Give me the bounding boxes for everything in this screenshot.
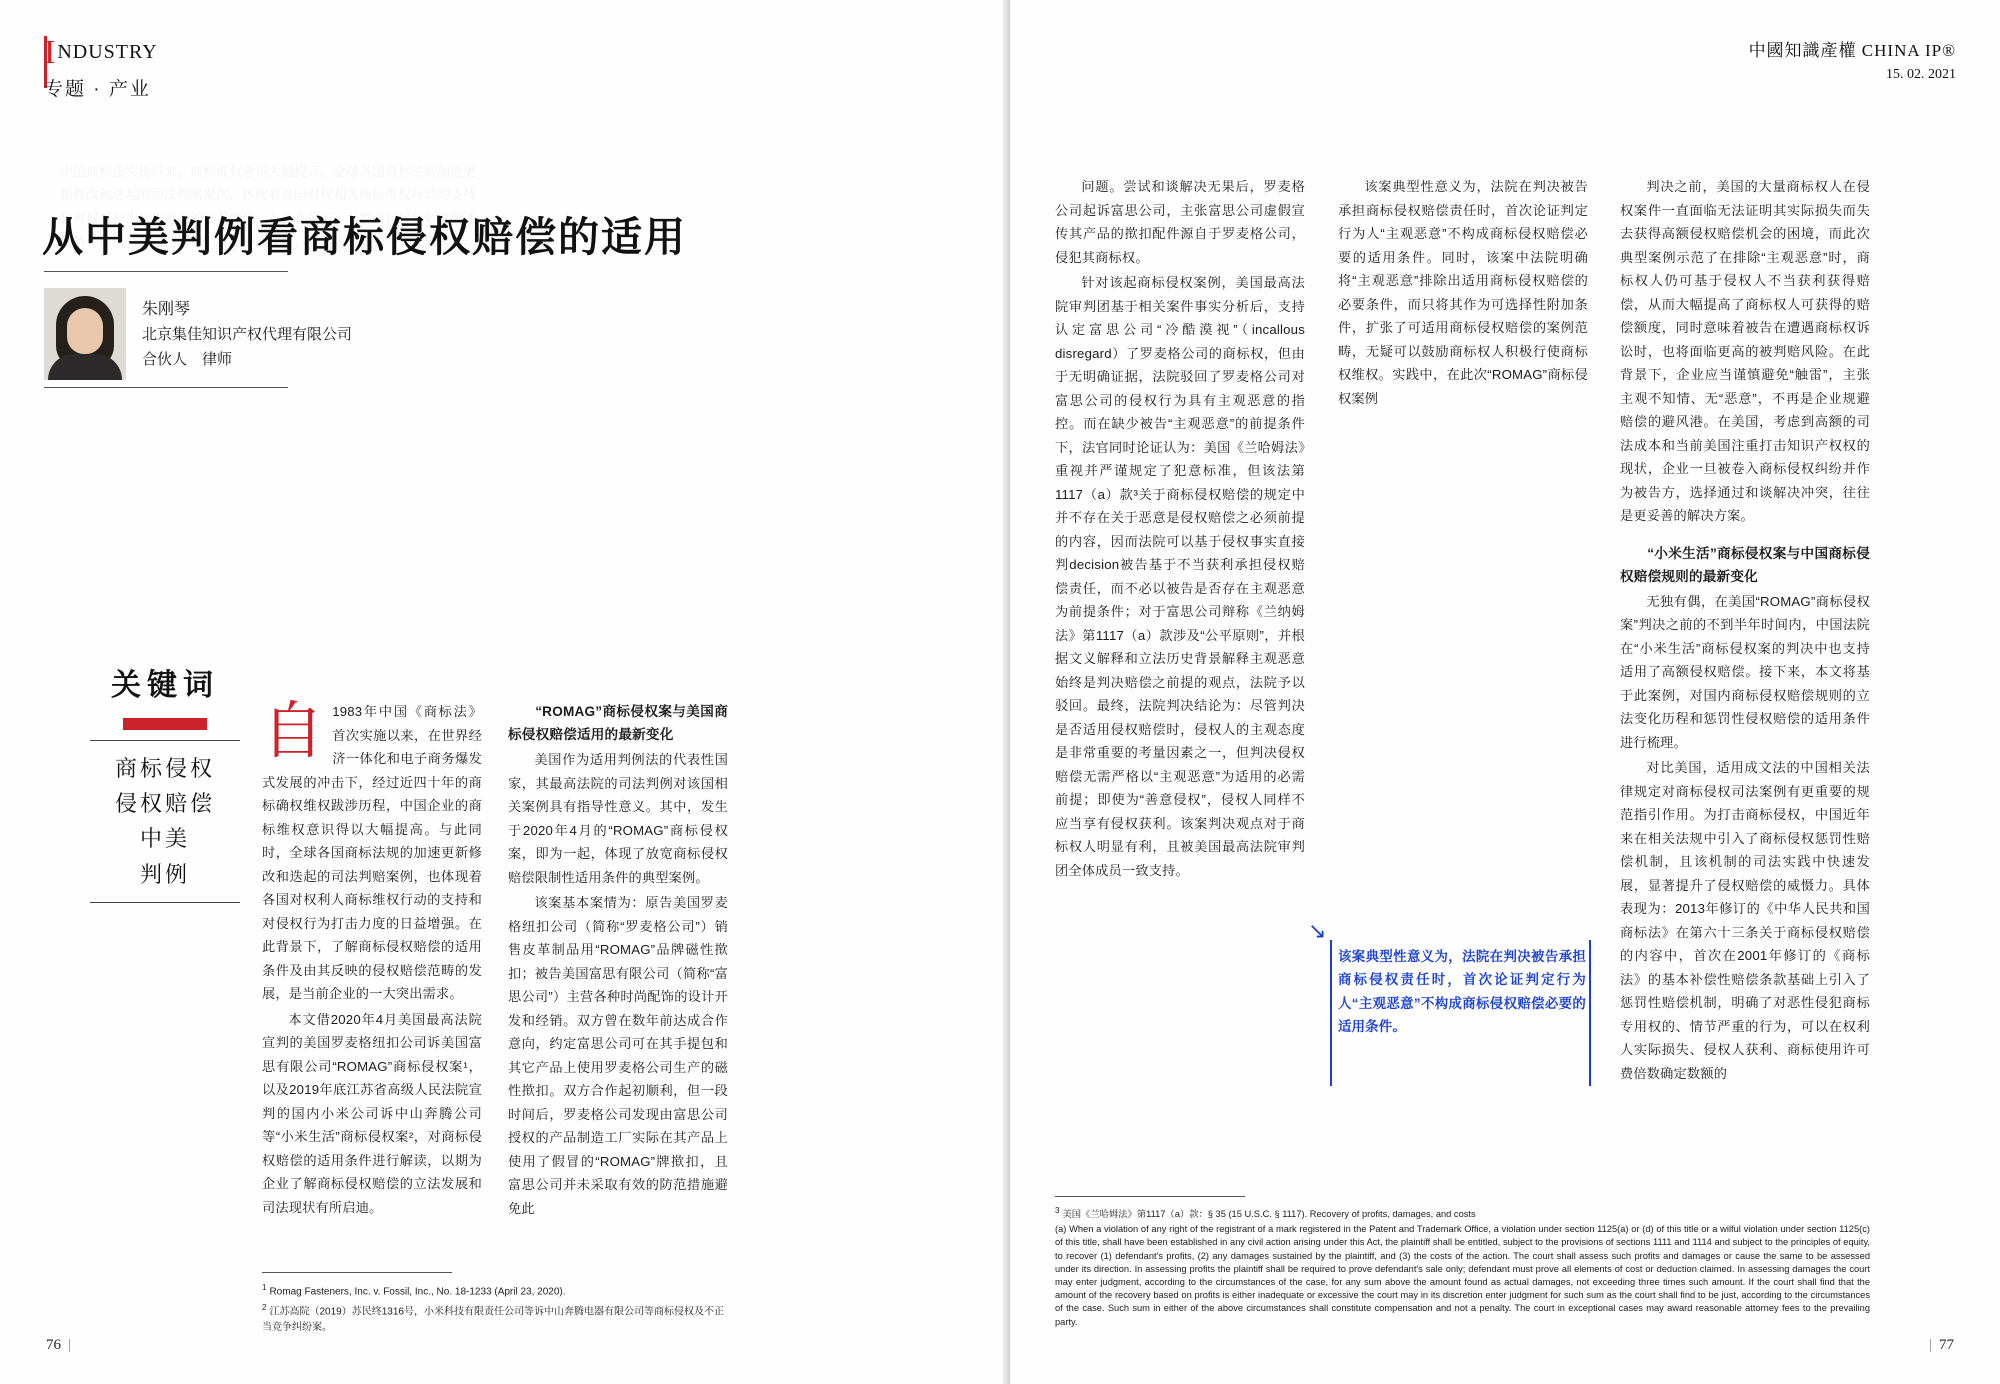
avatar-face bbox=[67, 308, 103, 354]
author-name: 朱刚琴 bbox=[142, 301, 191, 318]
footnote-item bbox=[262, 1282, 732, 1300]
section-header bbox=[44, 34, 274, 101]
keyword-item: 侵权赔偿 bbox=[114, 791, 215, 817]
section-label-en bbox=[44, 34, 274, 71]
page-number-value: 76 bbox=[46, 1337, 61, 1353]
body-paragraph: 本文借2020年4月美国最高法院宣判的美国罗麦格纽扣公司诉美国富思有限公司“ROMAG”商标侵权案¹，以及2019年底江苏省高级人民法院宣判的国内小米公司诉中山奔腾公司等“小米生活”商标侵权案²，对商标侵权赔偿的适用条件进行解读，以期为企业了解商标侵权赔偿的立法发展和司法现状有所启迪。 bbox=[262, 1011, 482, 1215]
folio-divider: | bbox=[1928, 1337, 1932, 1353]
body-paragraph: 无独有偶，在美国“ROMAG”商标侵权案”判决之前的不到半年时间内，中国法院在“小米生活”商标侵权案的判决中也支持适用了高额侵权赔偿。接下来，本文将基于此案例，对国内商标侵权赔偿规则的立法变化历程和惩罚性侵权赔偿的适用条件进行梳理。 bbox=[1620, 593, 1870, 750]
keyword-item: 判例 bbox=[139, 861, 190, 887]
section-label-cn: 专题 · 产业 bbox=[44, 78, 151, 100]
section-dropcap-i: I bbox=[44, 34, 57, 71]
keyword-heading: 关键词 bbox=[111, 669, 219, 702]
keyword-box bbox=[70, 660, 260, 903]
footnote-number: 1 bbox=[262, 1283, 267, 1292]
author-rule-top bbox=[44, 271, 288, 272]
avatar-body bbox=[48, 354, 122, 380]
footnote-head-text: 美国《兰哈姆法》第1117（a）款：§ 35 (15 U.S.C. § 1117). Recovery of profits, damages, and costs bbox=[1062, 1209, 1476, 1220]
footnote-text: Romag Fasteners, Inc. v. Fossil, Inc., No. 18-1233 (April 23, 2020). bbox=[269, 1286, 566, 1298]
footnote-body-text: (a) When a violation of any right of the registrant of a mark registered in the Patent and Trademark Office, a violation under section 1125(a) or (d) of this title or a wilful violation under section 1125(c) of this title, shall have been established in any civil action arising under this Act, the plaintiff shall be entitled, subject to the provisions of sections 1111 and 1114 and subject to the principles of equity, to recover (1) defendant's profits, (2) any damages sustained by the plaintiff, and (3) the costs of the action. The court shall assess such profits and damages or cause the same to be assessed under its direction. In assessing profits the plaintiff shall be required to prove defendant's sale only; defendant must prove all elements of cost or deduction claimed. In assessing damages the court may enter judgment, according to the circumstances of the case, for any sum above the amount found as actual damages, not exceeding three times such amount. If the court shall find that the amount of the recovery based on profits is either inadequate or excessive the court may in its discretion enter judgment for such sum as the court shall find to be just, according to the circumstances of the case. Such sum in either of the above circumstances shall constitute compensation and not a penalty. The court in exceptional cases may award reasonable attorney fees to the prevailing party. bbox=[1055, 1224, 1870, 1327]
body-column-5 bbox=[1620, 175, 1870, 1087]
footnote-item bbox=[1055, 1205, 1870, 1221]
body-paragraph: 判决之前，美国的大量商标权人在侵权案件一直面临无法证明其实际损失而失去获得高额侵权赔偿机会的困境，而此次典型案例示范了在排除“主观恶意”时，商标权人仍可基于侵权人不当获利获得赔偿，从而大幅提高了商标权人可获得的赔偿额度，同时意味着被告在遭遇商标权诉讼时，也将面临更高的被判赔风险。在此背景下，企业应当谨慎避免“触雷”，主张主观不知情、无“恶意”，不再是企业规避赔偿的避风港。在美国，考虑到高额的司法成本和当前美国注重打击知识产权权的现状，企业一旦被卷入商标侵权纠纷并作为被告方，选择通过和谈解决冲突，往往是更妥善的解决方案。 bbox=[1620, 179, 1870, 523]
body-column-1 bbox=[262, 700, 482, 1221]
body-paragraph: 该案典型性意义为，法院在判决被告承担商标侵权赔偿责任时，首次论证判定行为人“主观恶意”不构成商标侵权赔偿必要的适用条件。同时，该案中法院明确将“主观恶意”排除出适用商标侵权赔偿的必要条件，而只将其作为可选择性附加条件，扩张了可适用商标侵权赔偿的案例范畴，无疑可以鼓励商标权人积极行使商标权维权。实践中，在此次“ROMAG”商标侵权案例 bbox=[1338, 179, 1588, 406]
footnote-number: 2 bbox=[262, 1302, 267, 1312]
page-number-value: 77 bbox=[1939, 1337, 1954, 1353]
keyword-red-bar bbox=[123, 718, 207, 730]
folio-divider: | bbox=[68, 1337, 72, 1353]
body-column-3 bbox=[1055, 175, 1305, 884]
author-org: 北京集佳知识产权代理有限公司 bbox=[142, 326, 353, 344]
body-paragraph: 该案基本案情为：原告美国罗麦格纽扣公司（简称“罗麦格公司”）销售皮革制品用“ROMAG”品牌磁性揿扣；被告美国富思有限公司（简称“富思公司”）主营各种时尚配饰的设计开发和经销。双方曾在数年前达成合作意向，约定富思公司可在其手提包和其它产品上使用罗麦格公司生产的磁性揿扣。双方合作起初顺利，但一段时间后，罗麦格公司发现由富思公司授权的产品制造工厂实际在其产品上使用了假冒的“ROMAG”牌揿扣，且富思公司并未采取有效的防范措施避免此 bbox=[508, 895, 728, 1216]
footnotes-left bbox=[262, 1282, 732, 1337]
body-paragraph-text: 1983年中国《商标法》首次实施以来，在世界经济一体化和电子商务爆发式发展的冲击下，经过近四十年的商标确权维权跋涉历程，中国企业的商标维权意识得以大幅提高。与此同时，全球各国商标法规的加速更新修改和迭起的司法判赔案例，也体现着各国对权利人商标维权行动的支持和对侵权行为打击力度的日益增强。在此背景下，了解商标侵权赔偿的适用条件及由其反映的侵权赔偿范畴的发展，是当前企业的一大突出需求。 bbox=[262, 704, 482, 1001]
page-number-right bbox=[1922, 1337, 1954, 1354]
body-column-4 bbox=[1338, 175, 1588, 412]
pullquote-arrow-icon: ↘ bbox=[1308, 918, 1327, 943]
pullquote-rule-right bbox=[1589, 940, 1591, 1086]
keyword-rule-top bbox=[90, 740, 240, 741]
footnote-number: 3 bbox=[1055, 1206, 1060, 1215]
pullquote-rule-left bbox=[1330, 940, 1332, 1086]
section-subhead: “小米生活”商标侵权案与中国商标侵权赔偿规则的最新变化 bbox=[1620, 545, 1870, 584]
keyword-list bbox=[70, 751, 260, 892]
author-meta bbox=[142, 297, 352, 373]
avatar bbox=[44, 288, 126, 380]
masthead-date: 15. 02. 2021 bbox=[1886, 67, 1956, 82]
body-paragraph: 对比美国，适用成文法的中国相关法律规定对商标侵权司法案例有更重要的规范指引作用。为打击商标侵权，中国近年来在相关法规中引入了商标侵权惩罚性赔偿机制，且该机制的司法实践中快速发展，显著提升了侵权赔偿的威慑力。具体表现为：2013年修订的《中华人民共和国商标法》在第六十三条关于商标侵权赔偿的内容中，首次在2001年修订的《商标法》的基本补偿性赔偿条款基础上引入了惩罚性赔偿机制，明确了对恶性侵犯商标专用权的、情节严重的行为，可以在权利人实际损失、侵权人获利、商标使用许可费倍数确定数额的 bbox=[1620, 760, 1870, 1081]
body-paragraph: 针对该起商标侵权案例，美国最高法院审判团基于相关案件事实分析后，支持认定富思公司“冷酷漠视”（incallous disregard）了罗麦格公司的商标权，但由于无明确证据，法院驳回了罗麦格公司对富思公司的侵权行为具有主观恶意的指控。而在缺少被告“主观恶意”的前提条件下，法官同时论证认为：美国《兰哈姆法》重视并严谨规定了犯意标准，但该法第1117（a）款³关于商标侵权赔偿的规定中并不存在关于恶意是侵权赔偿之必须前提的内容，因而法院可以基于侵权事实直接判decision被告基于不当获利承担侵权赔偿责任，而不必以被告是否存在主观恶意为前提条件；对于富思公司辩称《兰纳姆法》第1117（a）款涉及“公平原则”，并根据文义解释和立法历史背景解释主观恶意始终是判决赔偿之前提的观点，法院予以驳回。最终，法院判决结论为：尽管判决是否适用侵权赔偿时，侵权人的主观态度是非常重要的考量因素之一，但判决侵权赔偿无需严格以“主观恶意”为适用的必需前提；即使为“善意侵权”，侵权人同样不应当享有侵权获利。该案判决观点对于商标权人明显有利，且被美国最高法院审判团全体成员一致支持。 bbox=[1055, 275, 1305, 878]
author-rule-bottom bbox=[44, 387, 288, 388]
body-column-2 bbox=[508, 700, 728, 1222]
masthead-title: 中國知識產權 CHINA IP® bbox=[1748, 41, 1956, 60]
body-paragraph: 问题。尝试和谈解决无果后，罗麦格公司起诉富思公司，主张富思公司虚假宣传其产品的揿扣配件源自于罗麦格公司，侵犯其商标权。 bbox=[1055, 179, 1305, 265]
footnotes-right bbox=[1055, 1205, 1870, 1329]
body-dropcap: 自 bbox=[262, 698, 325, 766]
footnote-rule-left bbox=[262, 1272, 452, 1273]
pullquote: 该案典型性意义为，法院在判决被告承担商标侵权责任时，首次论证判定行为人“主观恶意”不构成商标侵权赔偿必要的适用条件。 bbox=[1338, 949, 1586, 1035]
keyword-item: 中美 bbox=[139, 826, 190, 852]
masthead bbox=[1749, 36, 1956, 83]
footnote-item bbox=[262, 1302, 732, 1335]
body-paragraph bbox=[262, 700, 482, 1006]
author-role: 合伙人 律师 bbox=[142, 351, 233, 369]
keyword-rule-bottom bbox=[90, 902, 240, 903]
footnote-text: 江苏高院（2019）苏民终1316号，小米科技有限责任公司等诉中山奔腾电器有限公司等商标侵权及不正当竞争纠纷案。 bbox=[262, 1306, 724, 1333]
keyword-item: 商标侵权 bbox=[114, 756, 215, 781]
page-number-left bbox=[46, 1337, 78, 1354]
body-paragraph: 美国作为适用判例法的代表性国家，其最高法院的司法判例对该国相关案例具有指导性意义。其中，发生于2020年4月的“ROMAG”商标侵权案，即为一起，体现了放宽商标侵权赔偿限制性适用条件的典型案例。 bbox=[508, 752, 728, 885]
page-title: 从中美判例看商标侵权赔偿的适用 bbox=[42, 214, 687, 261]
section-subhead: “ROMAG”商标侵权案与美国商标侵权赔偿适用的最新变化 bbox=[508, 704, 728, 743]
footnote-rule-right bbox=[1055, 1196, 1245, 1197]
section-label-en-text: NDUSTRY bbox=[57, 41, 158, 63]
